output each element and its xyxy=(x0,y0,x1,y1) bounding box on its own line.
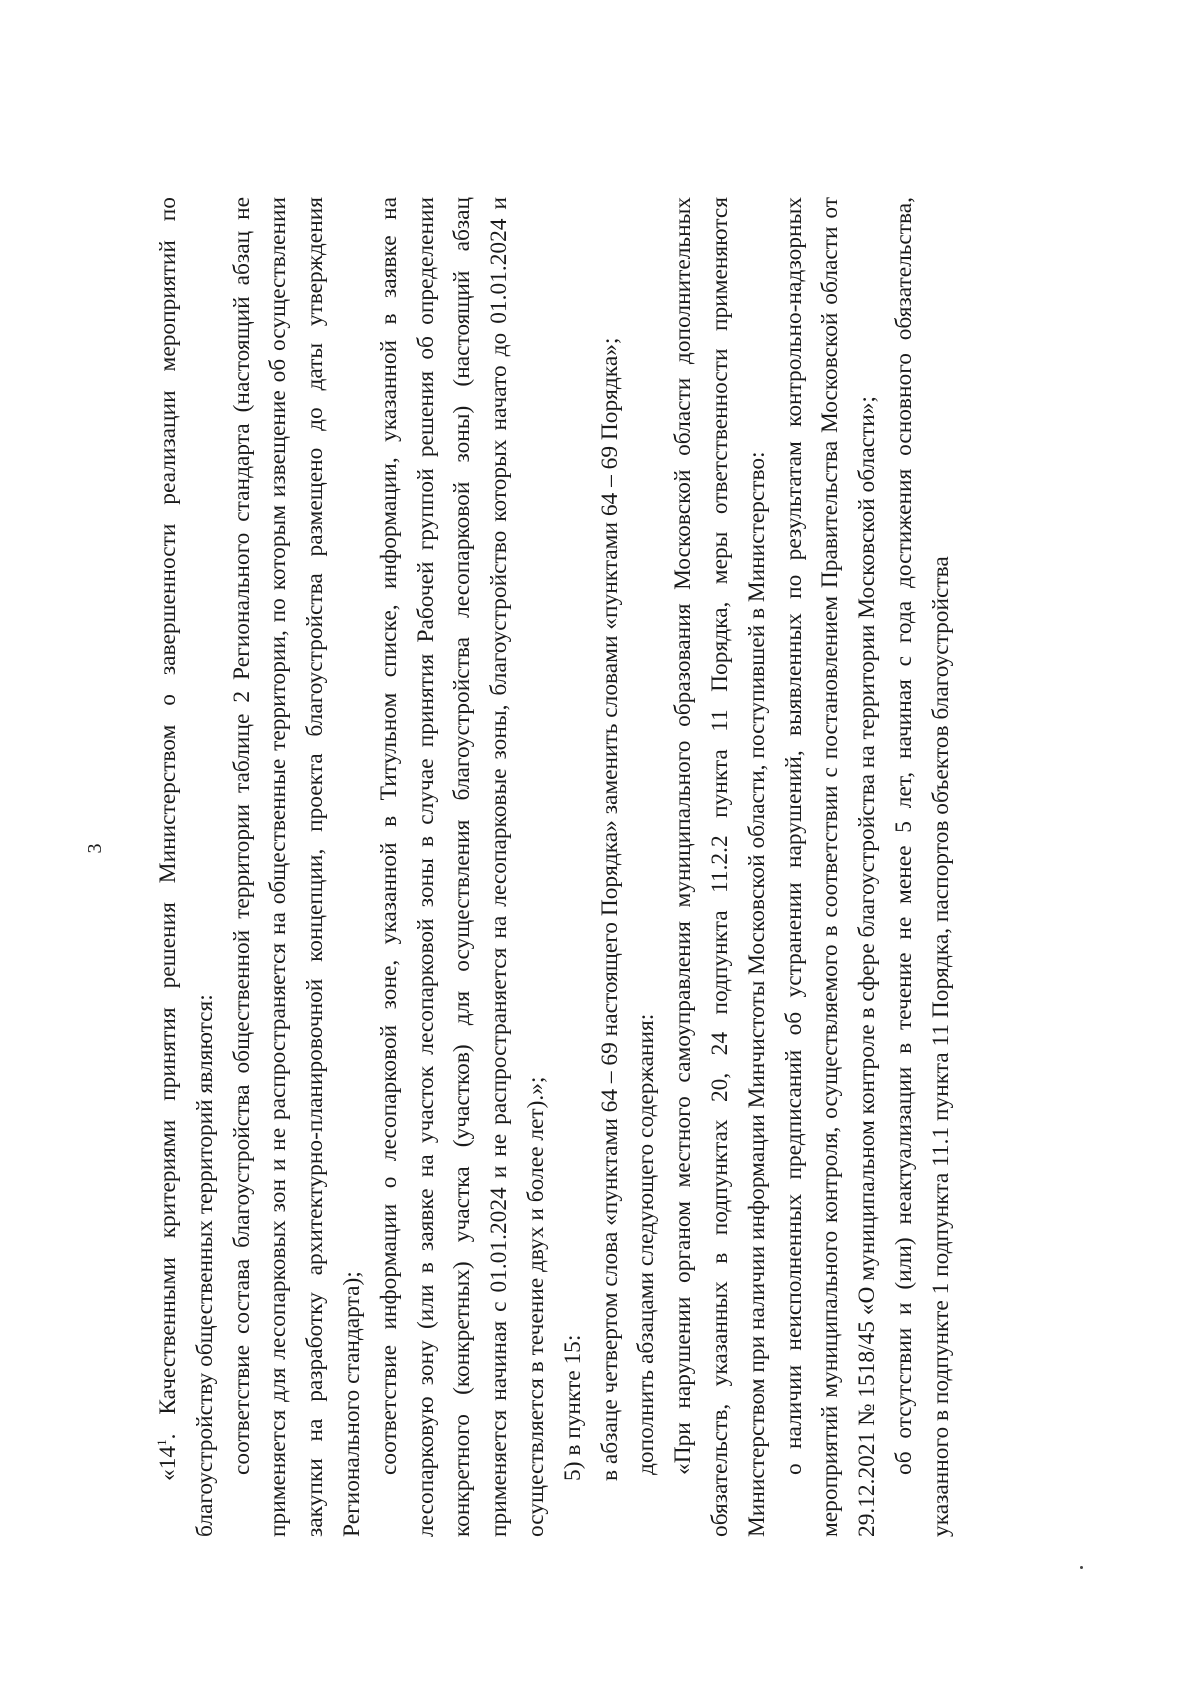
paragraph-text: . Качественными критериями принятия решения Министерством о завершенности реализации мероприятий по благоустройству общественных территорий являются: xyxy=(155,197,218,1537)
paragraph-text: «14 xyxy=(155,1445,181,1481)
paragraph: об отсутствии и (или) неактуализации в течение не менее 5 лет, начиная с года достижения основного обязательства, указанного в подпункте 1 подпункта 11.1 пункта 11 Порядка, паспортов объектов благоустройства xyxy=(890,197,954,1537)
paragraph: о наличии неисполненных предписаний об устранении нарушений, выявленных по результатам контрольно-надзорных мероприятий муниципального контроля, осуществляемого в соответствии с постановлением Правительства Московской области от 29.12.2021 № 1518/45 «О муниципальном контроле в сфере благоустройства на территории Московской области»; xyxy=(780,197,881,1537)
paragraph: соответствие состава благоустройства общественной территории таблице 2 Регионального стандарта (настоящий абзац не применяется для лесопарковых зон и не распространяется на общественные территории, по которым извещение об осуществлении закупки на разработку архитектурно-планировочной концепции, проекта благоустройства размещено до даты утверждения Регионального стандарта); xyxy=(228,197,365,1537)
paragraph-criteria xyxy=(150,197,224,1537)
paragraph: дополнить абзацами следующего содержания: xyxy=(633,1013,660,1475)
paragraph: в абзаце четвертом слова «пунктами 64 – 69 настоящего Порядка» заменить словами «пунктами 64 – 69 Порядка»; xyxy=(596,337,623,1481)
paragraph: 5) в пункте 15: xyxy=(559,1334,586,1481)
scan-speck xyxy=(1080,1566,1083,1569)
superscript: 1 xyxy=(154,1439,170,1446)
document-body xyxy=(150,197,960,1537)
paragraph: «При нарушении органом местного самоуправления муниципального образования Московской области дополнительных обязательств, указанных в подпунктах 20, 24 подпункта 11.2.2 пункта 11 Порядка, меры ответственности применяются Министерством при наличии информации Минчистоты Московской области, поступившей в Министерство: xyxy=(670,197,770,1537)
paragraph: соответствие информации о лесопарковой зоне, указанной в Титульном списке, информации, указанной в заявке на лесопарковую зону (или в заявке на участок лесопарковой зоны в случае принятия Рабочей группой решения об определении конкретного (конкретных) участка (участков) для осуществления благоустройства лесопарковой зоны) (настоящий абзац применяется начиная с 01.01.2024 и не распространяется на лесопарковые зоны, благоустройство которых начато до 01.01.2024 и осуществляется в течение двух и более лет).»; xyxy=(375,197,549,1537)
page-number: 3 xyxy=(84,843,106,854)
